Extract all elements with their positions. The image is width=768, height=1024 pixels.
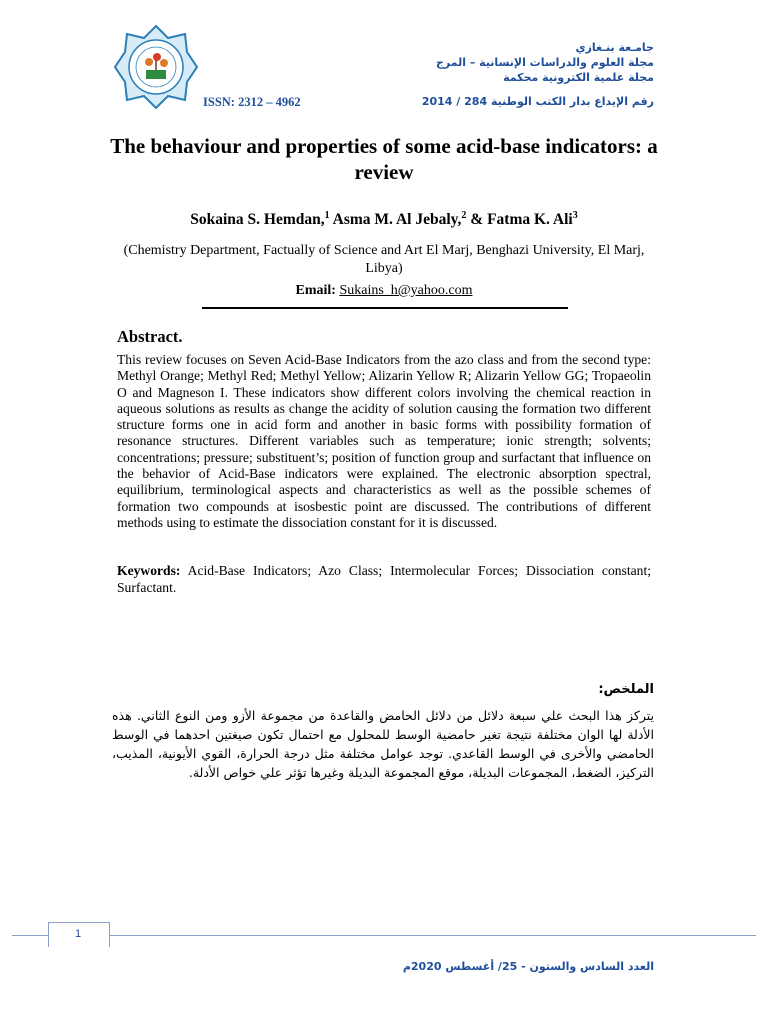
abstract-heading: Abstract. [117,327,183,346]
affiliation: (Chemistry Department, Factually of Science and Art El Marj, Benghazi University, El Marj, Libya) [123,243,645,276]
journal-type: مجلة علمية الكترونية محكمة [503,71,654,84]
journal-arabic-header [436,40,654,85]
title-divider [202,307,568,309]
email-label: Email: [295,283,336,298]
issn-label: ISSN: 2312 – 4962 [203,95,301,109]
abstract-body: This review focuses on Seven Acid-Base Indicators from the azo class and from the second type: Methyl Orange; Methyl Red; Methyl Yellow; Alizarin Yellow R; Alizarin Yellow GG; Tropaeolin O and Magneson I. These indicators show different colors involving the chemical reaction in aqueous solutions as results as change the acidity of solution causing the formation two different structure forms one in acid form and another in basic forms with possibility formation of resonance structures. Different variables such as temperature; ionic strength; solvents; concentrations; pressure; substituent’s; position of function group and surfactant that influence on the behavior of Acid-Base indicators were explained. The electronic absorption spectral, equilibrium, terminological aspects and characteristics as well as the possible schemes of formation two compounds at isosbestic point are discussed. The contributions of different methods using to estimate the dissociation constant for it is discussed. [117,352,651,530]
author-affiliation-mark: 3 [572,210,578,221]
keywords-label: Keywords: [117,563,181,578]
author-name: Sokaina S. Hemdan, [190,211,325,228]
email-line [100,283,668,299]
author-affiliation-mark: 1 [324,210,330,221]
arabic-abstract-body: يتركز هذا البحث علي سبعة دلائل من دلائل الحامض والقاعدة من مجموعة الأزو ومن النوع الثاني. هذه الأدلة لها الوان مختلفة نتيجة تغير حامضية الوسط للمحلول مع احتمال تكون صيغتين احدهما في الوسط الحامضي والأخرى في الوسط القاعدي. توجد عوامل مختلفة مثل درجة الحرارة، القوي الأيونية، المذيب، التركيز، الضغط، المجموعات البديلة، موقع المجموعة البديلة وغيرها تؤثر علي خواص الأدلة. [112,708,654,780]
email-link[interactable]: Sukains_h@yahoo.com [339,283,473,298]
paper-title: The behaviour and properties of some acid-base indicators: a review [110,134,658,184]
journal-name: مجلة العلوم والدراسات الإنسانية – المرج [435,56,654,69]
keywords [117,562,651,596]
arabic-abstract-heading: الملخص: [598,682,654,697]
issue-info: العدد السادس والستون - 25/ أغسطس 2020م [402,960,654,973]
author-name: Asma M. Al Jebaly, [332,211,462,228]
university-name: جامـعة بنـغازي [575,41,654,54]
author-affiliation-mark: 2 [461,210,467,221]
author-name: & Fatma K. Ali [470,211,573,228]
deposit-number: رقم الإيداع بدار الكتب الوطنية 284 / 2014 [421,95,654,108]
keywords-text: Acid-Base Indicators; Azo Class; Intermolecular Forces; Dissociation constant; Surfactant. [117,563,651,595]
author-list [80,210,688,229]
page-number: 1 [74,928,82,940]
university-seal-icon [113,24,199,110]
footer-divider [12,935,756,936]
